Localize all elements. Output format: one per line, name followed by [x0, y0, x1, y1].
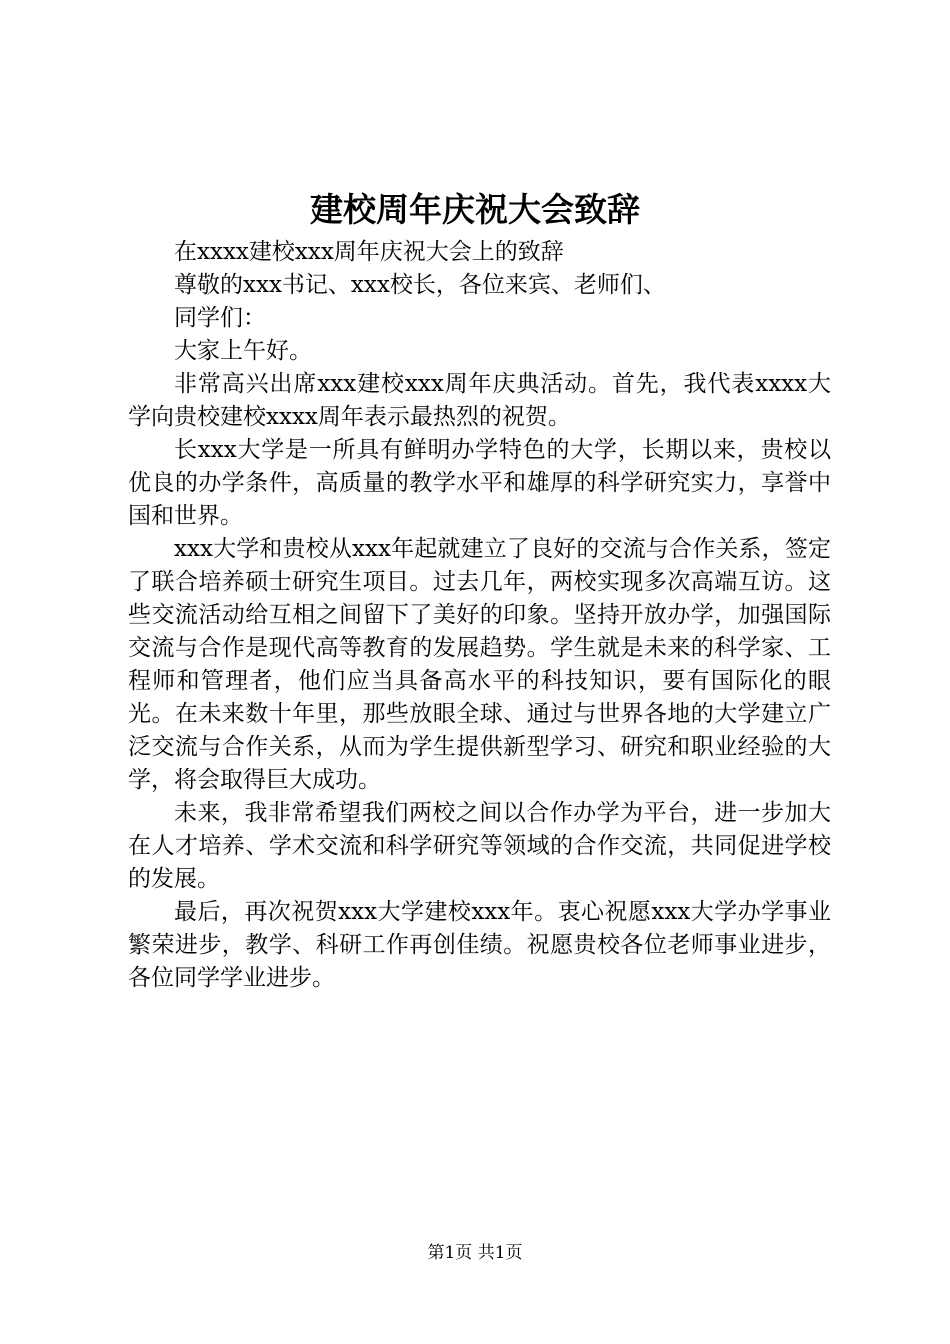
- page-footer: 第1页 共1页: [427, 1243, 523, 1263]
- paragraph-salutation: 尊敬的xxx书记、xxx校长，各位来宾、老师们、: [174, 272, 666, 298]
- paragraph-future: 未来，我非常希望我们两校之间以合作办学为平台，进一步加大在人才培养、学术交流和科学研究等领域的合作交流，共同促进学校的发展。: [128, 800, 831, 892]
- document-body: [128, 236, 831, 995]
- paragraph-congratulation: 非常高兴出席xxx建校xxx周年庆典活动。首先，我代表xxxx大学向贵校建校xxxx周年表示最热烈的祝贺。: [128, 371, 831, 430]
- paragraph-heading: 在xxxx建校xxx周年庆祝大会上的致辞: [174, 239, 564, 265]
- paragraph-salutation-cont: 同学们：: [174, 305, 266, 331]
- document-title: 建校周年庆祝大会致辞: [310, 190, 640, 229]
- paragraph-greeting: 大家上午好。: [174, 338, 312, 364]
- paragraph-cooperation: xxx大学和贵校从xxx年起就建立了良好的交流与合作关系，签定了联合培养硕士研究生项目。过去几年，两校实现多次高端互访。这些交流活动给互相之间留下了美好的印象。坚持开放办学，加强国际交流与合作是现代高等教育的发展趋势。学生就是未来的科学家、工程师和管理者，他们应当具备高水平的科技知识，要有国际化的眼光。在未来数十年里，那些放眼全球、通过与世界各地的大学建立广泛交流与合作关系，从而为学生提供新型学习、研究和职业经验的大学，将会取得巨大成功。: [128, 536, 831, 793]
- paragraph-closing: 最后，再次祝贺xxx大学建校xxx年。衷心祝愿xxx大学办学事业繁荣进步，教学、科研工作再创佳绩。祝愿贵校各位老师事业进步，各位同学学业进步。: [128, 899, 831, 991]
- paragraph-praise: 长xxx大学是一所具有鲜明办学特色的大学，长期以来，贵校以优良的办学条件，高质量的教学水平和雄厚的科学研究实力，享誉中国和世界。: [128, 437, 831, 529]
